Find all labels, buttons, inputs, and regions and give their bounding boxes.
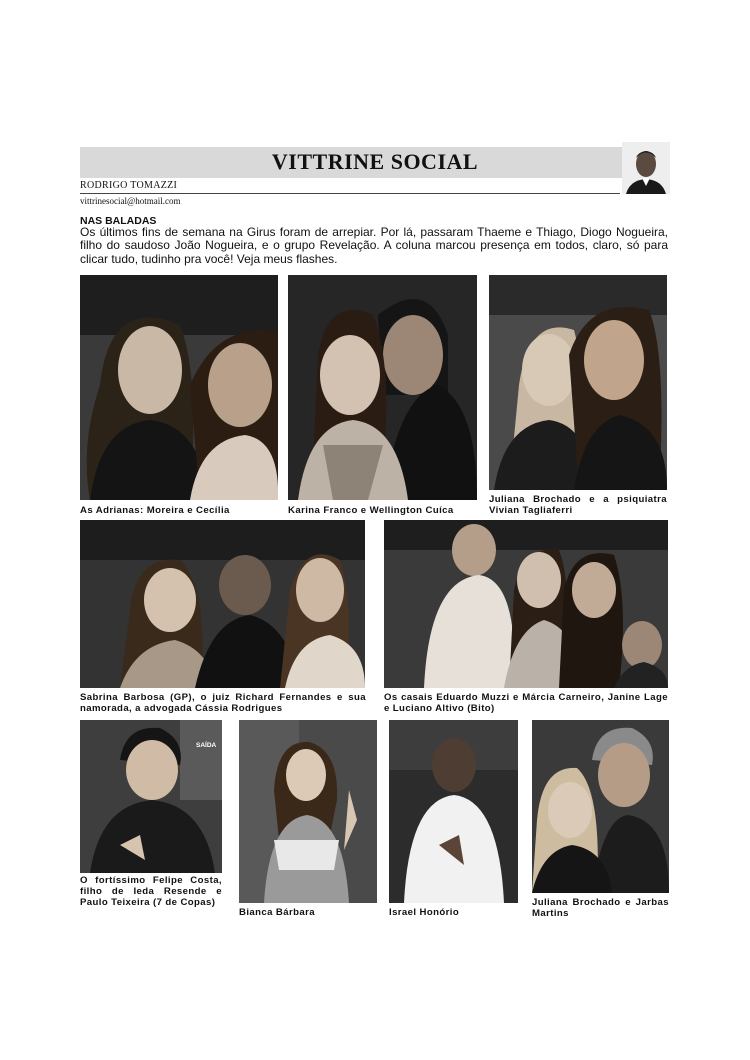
photo-caption: Sabrina Barbosa (GP), o juiz Richard Fernandes e sua namorada, a advogada Cássia Rodrigues: [80, 692, 366, 714]
photo-caption: Os casais Eduardo Muzzi e Márcia Carneiro, Janine Lage e Luciano Altivo (Bito): [384, 692, 668, 714]
photo-caption: O fortíssimo Felipe Costa, filho de Ieda Resende e Paulo Teixeira (7 de Copas): [80, 875, 222, 908]
exit-sign: SAÍDA: [196, 742, 217, 749]
photo-caption: As Adrianas: Moreira e Cecília: [80, 505, 230, 516]
photo-karina-wellington: [288, 275, 477, 500]
photo-adrianas: [80, 275, 278, 500]
photo-caption: Juliana Brochado e Jarbas Martins: [532, 897, 669, 919]
photo-israel-honorio: [389, 720, 518, 903]
column-title: VITTRINE SOCIAL: [271, 149, 479, 174]
photo-juliana-jarbas: [532, 720, 669, 893]
photo-caption: Israel Honório: [389, 907, 460, 918]
photo-felipe-costa: [80, 720, 222, 873]
photo-caption: Bianca Bárbara: [239, 907, 315, 918]
intro-paragraph: Os últimos fins de semana na Girus foram de arrepiar. Por lá, passaram Thaeme e Thiago, Diogo Nogueira, filho do saudoso João Nogueira, e o grupo Revelação. A coluna marcou presença em todos, claro, só para clicar tudo, tudinho pra você! Veja meus flashes.: [80, 225, 668, 266]
photo-caption: Juliana Brochado e a psiquiatra Vivian Tagliaferri: [489, 494, 667, 516]
section-heading: NAS BALADAS: [80, 215, 157, 227]
columnist-email: vittrinesocial@hotmail.com: [80, 196, 181, 206]
columnist-photo: [622, 142, 670, 194]
photo-casais-muzzi-carneiro: [384, 520, 668, 688]
header-divider: [80, 193, 620, 194]
photo-sabrina-richard-cassia: [80, 520, 365, 688]
photo-caption: Karina Franco e Wellington Cuíca: [288, 505, 454, 516]
photo-juliana-vivian: [489, 275, 667, 490]
photo-bianca-barbara: [239, 720, 377, 903]
columnist-name: RODRIGO TOMAZZI: [80, 180, 178, 191]
